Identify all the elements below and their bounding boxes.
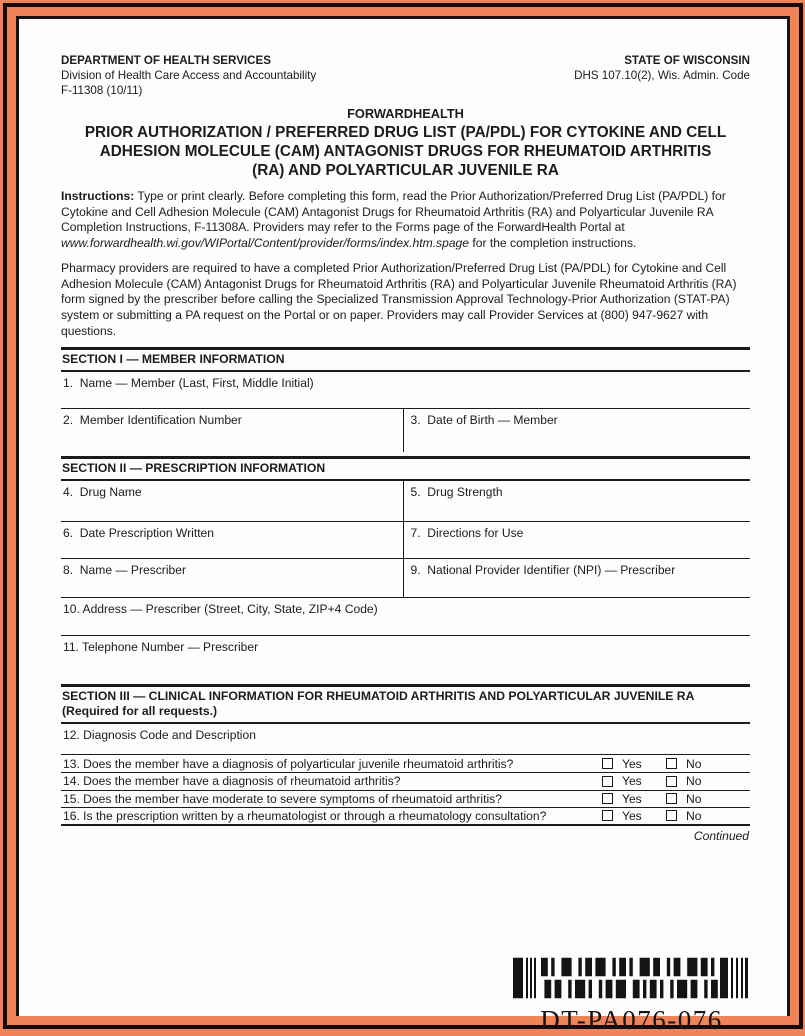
field-1-member-name[interactable] — [61, 372, 750, 408]
field-row — [61, 724, 750, 755]
division-name: Division of Health Care Access and Accountability — [61, 69, 317, 82]
question-13-answers — [602, 757, 750, 771]
field-10-prescriber-address[interactable] — [61, 598, 750, 635]
letterhead-right — [574, 53, 750, 98]
question-row-16 — [61, 808, 750, 826]
letterhead-left — [61, 53, 316, 98]
field-row — [61, 559, 750, 598]
question-14-yes-checkbox[interactable] — [602, 776, 613, 787]
field-row — [61, 598, 750, 636]
field-1-label: 1. Name — Member (Last, First, Middle Initial) — [63, 376, 314, 391]
portal-url: www.forwardhealth.wi.gov/WIPortal/Content/provider/forms/index.htm.spage — [61, 236, 470, 251]
field-row — [61, 522, 750, 559]
no-label: No — [686, 791, 702, 806]
form-page — [16, 16, 790, 1035]
question-15-answers — [602, 792, 750, 806]
barcode-text: DT-PA076-076 — [540, 1004, 723, 1035]
question-row-13 — [61, 755, 750, 773]
question-14-answers — [602, 774, 750, 788]
admin-code: DHS 107.10(2), Wis. Admin. Code — [574, 69, 750, 82]
field-9-prescriber-npi[interactable] — [403, 559, 751, 597]
barcode-icon — [513, 957, 748, 999]
field-7-label: 7. Directions for Use — [410, 526, 524, 541]
field-5-drug-strength[interactable] — [403, 481, 751, 521]
form-title: PRIOR AUTHORIZATION / PREFERRED DRUG LIST (PA/PDL) FOR CYTOKINE AND CELL ADHESION MOLECULE (CAM) ANTAGONIST DRUGS FOR RHEUMATOID ARTHRITIS (RA) AND POLYARTICULAR JUVENILE RA — [84, 124, 727, 179]
instructions-paragraph — [61, 189, 750, 252]
no-label: No — [686, 774, 702, 789]
yes-label: Yes — [622, 756, 642, 771]
question-13-yes-checkbox[interactable] — [602, 758, 613, 769]
barcode-block — [513, 957, 750, 1036]
section-3-clinical-information — [61, 684, 750, 825]
state-name: STATE OF WISCONSIN — [624, 54, 750, 67]
section-2-prescription-information — [61, 456, 750, 680]
field-3-date-of-birth[interactable] — [403, 409, 751, 452]
field-row — [61, 636, 750, 680]
field-3-label: 3. Date of Birth — Member — [410, 413, 558, 428]
pharmacy-paragraph: Pharmacy providers are required to have a completed Prior Authorization/Preferred Drug List (PA/PDL) for Cytokine and Cell Adhesion Molecule (CAM) Antagonist Drugs for Rheumatoid Arthritis (RA) and Polyarticular Juvenile Rheumatoid Arthritis (RA) form signed by the prescriber before calling the Specialized Transmission Approval Technology-Prior Authorization (STAT-PA) system or submitting a PA request on the Portal or on paper. Providers may call Provider Services at (800) 947-9627 with questions. — [61, 260, 737, 338]
question-15-text: 15. Does the member have moderate to severe symptoms of rheumatoid arthritis? — [63, 791, 502, 806]
question-16-answers — [602, 809, 750, 823]
continued-note: Continued — [693, 828, 749, 843]
yes-label: Yes — [622, 808, 642, 823]
field-10-label: 10. Address — Prescriber (Street, City, State, ZIP+4 Code) — [63, 602, 378, 617]
question-13-text: 13. Does the member have a diagnosis of polyarticular juvenile rheumatoid arthritis? — [63, 756, 514, 771]
instructions-text: Type or print clearly. Before completing this form, read the Prior Authorization/Preferred Drug List (PA/PDL) for Cytokine and Cell Adhesion Molecule (CAM) Antagonist Drugs for Rheumatoid Arthritis (RA) and Polyarticular Juvenile RA Completion Instructions, F-11308A. Providers may refer to the Forms page of the ForwardHealth Portal at — [61, 189, 726, 235]
brand-title: FORWARDHEALTH — [347, 106, 464, 121]
field-row — [61, 409, 750, 452]
field-4-label: 4. Drug Name — [63, 485, 142, 500]
field-4-drug-name[interactable] — [61, 481, 403, 521]
no-label: No — [686, 756, 702, 771]
field-row — [61, 372, 750, 409]
letterhead — [61, 53, 750, 98]
question-13-no-checkbox[interactable] — [666, 758, 677, 769]
field-11-prescriber-telephone[interactable] — [61, 636, 750, 680]
field-row — [61, 481, 750, 522]
question-14-text: 14. Does the member have a diagnosis of rheumatoid arthritis? — [63, 774, 401, 789]
field-12-diagnosis-code[interactable] — [61, 724, 750, 754]
field-8-label: 8. Name — Prescriber — [63, 563, 186, 578]
field-7-directions-for-use[interactable] — [403, 522, 751, 558]
yes-label: Yes — [622, 774, 642, 789]
question-16-no-checkbox[interactable] — [666, 810, 677, 821]
field-8-prescriber-name[interactable] — [61, 559, 403, 597]
field-6-date-prescription-written[interactable] — [61, 522, 403, 558]
question-row-15 — [61, 791, 750, 809]
field-12-label: 12. Diagnosis Code and Description — [63, 728, 256, 743]
section-3-title: SECTION III — CLINICAL INFORMATION FOR RHEUMATOID ARTHRITIS AND POLYARTICULAR JUVENILE RA (Required for all requests.) — [61, 687, 750, 724]
question-16-yes-checkbox[interactable] — [602, 810, 613, 821]
question-row-14 — [61, 773, 750, 791]
question-14-no-checkbox[interactable] — [666, 776, 677, 787]
question-16-text: 16. Is the prescription written by a rheumatologist or through a rheumatology consultation? — [63, 808, 547, 823]
field-2-label: 2. Member Identification Number — [63, 413, 242, 428]
instructions-label: Instructions: — [61, 189, 135, 203]
section-1-title: SECTION I — MEMBER INFORMATION — [61, 350, 750, 372]
question-15-yes-checkbox[interactable] — [602, 793, 613, 804]
question-15-no-checkbox[interactable] — [666, 793, 677, 804]
field-11-label: 11. Telephone Number — Prescriber — [63, 640, 259, 655]
no-label: No — [686, 808, 702, 823]
yes-label: Yes — [622, 791, 642, 806]
form-number: F-11308 (10/11) — [61, 84, 143, 97]
section-1-member-information — [61, 347, 750, 452]
field-2-member-id[interactable] — [61, 409, 403, 452]
section-2-title: SECTION II — PRESCRIPTION INFORMATION — [61, 459, 750, 481]
field-5-label: 5. Drug Strength — [410, 485, 503, 500]
field-9-label: 9. National Provider Identifier (NPI) — Prescriber — [410, 563, 676, 578]
instructions-text-after: for the completion instructions. — [469, 236, 637, 251]
department-name: DEPARTMENT OF HEALTH SERVICES — [61, 54, 271, 67]
field-6-label: 6. Date Prescription Written — [63, 526, 215, 541]
